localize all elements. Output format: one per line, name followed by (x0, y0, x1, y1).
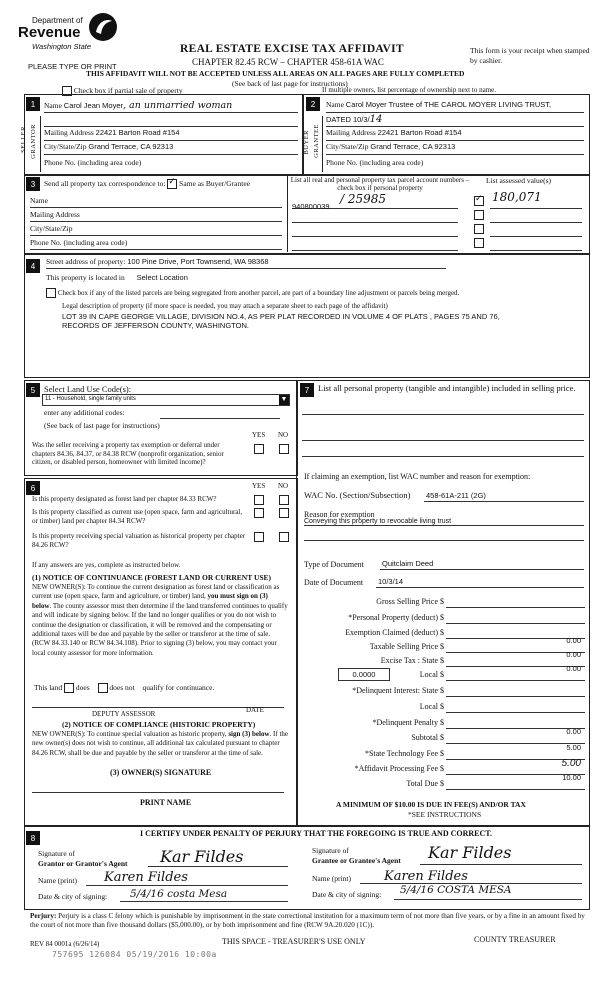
please-type-label: PLEASE TYPE OR PRINT (28, 62, 117, 71)
s6-no-header: NO (278, 482, 289, 490)
s6-q2: Is this property classified as current use (open space, farm and agricultural, or timber) land per chapter 84.34 RCW? (32, 508, 243, 525)
owners-signature-label: (3) OWNER(S) SIGNATURE (110, 768, 212, 777)
county-treasurer-label: COUNTY TREASURER (474, 935, 556, 944)
dor-logo-dept: Department of (32, 16, 83, 25)
grantee-side-label: GRANTEE (313, 124, 320, 158)
fee-delinquent-interest-local[interactable]: Local $ (300, 702, 585, 714)
grantee-date-city-handwritten: 5/4/16 COSTA MESA (400, 884, 512, 896)
personal-property-checkbox-3[interactable] (474, 224, 484, 234)
grantee-name-handwritten: Karen Fildes (384, 869, 468, 884)
check-mark-icon: ✓ (168, 176, 176, 187)
personal-property-label: List all personal property (tangible and intangible) included in selling price. (318, 383, 576, 393)
personal-property-checkbox-4[interactable] (474, 238, 484, 248)
s6-q3: Is this property receiving special valuation as historical property per chapter 84.26 RCW? (32, 532, 246, 549)
section-8-number: 8 (26, 831, 40, 845)
reason-label: Reason for exemption (304, 510, 375, 519)
see-back-instructions: (See back of last page for instructions) (232, 79, 348, 88)
multiple-owners-note: If multiple owners, list percentage of ownership next to name. (322, 86, 496, 94)
parcel-value-handwritten: / 25985 (340, 192, 387, 206)
fee-delinquent-penalty[interactable]: *Delinquent Penalty $ (300, 718, 585, 730)
dor-logo (14, 10, 124, 58)
buyer-dated-value: DATED 10/3/ (326, 115, 370, 124)
assessed-value-handwritten: 180,071 (492, 190, 542, 204)
wac-value: 458-61A-211 (2G) (426, 491, 486, 500)
dor-emblem-icon (88, 12, 118, 42)
buyer-mailing-value: 22421 Barton Road #154 (377, 128, 462, 137)
land-use-label: Select Land Use Code(s): (44, 384, 132, 394)
section-5-number: 5 (26, 383, 40, 397)
fee-taxable-selling-price[interactable]: Taxable Selling Price $ 0.00 (300, 642, 585, 654)
section-1-number: 1 (26, 97, 40, 111)
assessed-row-1[interactable] (490, 190, 582, 209)
grantee-signature-line[interactable] (420, 864, 582, 865)
personal-property-checkbox-2[interactable] (474, 210, 484, 220)
partial-sale-label: Check box if partial sale of property (73, 86, 183, 95)
section-7-number: 7 (300, 383, 314, 397)
s3-city-row[interactable]: City/State/Zip (30, 224, 282, 236)
grantee-signature-handwritten: Kar Fildes (428, 843, 512, 862)
parcel-row-2[interactable] (292, 210, 458, 223)
claiming-exemption-label: If claiming an exemption, list WAC number and reason for exemption: (304, 472, 531, 481)
assessed-row-4[interactable] (490, 238, 582, 251)
s5-exemption-no[interactable] (279, 444, 289, 454)
s6-q1-no[interactable] (279, 495, 289, 505)
located-in-row: This property is located in Select Location (46, 273, 188, 282)
dor-logo-revenue: Revenue (18, 24, 81, 41)
notice-continuance-body: NEW OWNER(S): To continue the current designation as forest land or classification as current use (open space, farm and agriculture, or timber) land, you must sign on (3) below. The county assessor must then determine if the land transferred continues to qualify and will indicate by signing below. If the land no longer qualifies or you do not wish to continue the designation or classification, it will be removed and the compensating or additional taxes will be due and payable by the seller or transferor at the time of sale. (RCW 84.33.140 or RCW 84.34.108). Prior to signing (3) below, you may contact your local county assessor for more information. (32, 583, 288, 657)
form-warning: THIS AFFIDAVIT WILL NOT BE ACCEPTED UNLESS ALL AREAS ON ALL PAGES ARE FULLY COMPLETED (86, 69, 465, 78)
grantor-date-city-handwritten: 5/4/16 costa Mesa (130, 888, 228, 900)
doc-date-value: 10/3/14 (378, 577, 404, 586)
buyer-mailing-row[interactable]: Mailing Address 22421 Barton Road #154 (326, 128, 584, 141)
buyer-side-label: BUYER (303, 130, 310, 155)
seller-city-value: Grand Terrace, CA 92313 (88, 142, 174, 151)
receipt-note: This form is your receipt when stamped by cashier. (470, 46, 590, 65)
treasurer-space-label: THIS SPACE - TREASURER'S USE ONLY (222, 937, 366, 946)
grantor-signature-label: Signature of Grantor or Grantor's Agent (38, 849, 128, 868)
perjury-statement: Perjury: Perjury is a class C felony which is punishable by imprisonment in the state correctional institution for a maximum term of not more than five years, or by a fine in an amount fixed by the court of not more than five thousand dollars ($5,000.00), or by both imprisonment and fine (RCW 9A.20.020 (1C)). (30, 912, 585, 929)
buyer-phone-row[interactable]: Phone No. (including area code) (326, 158, 424, 167)
land-use-select-value: 11 - Household, single family units (45, 396, 136, 402)
seller-phone-row[interactable]: Phone No. (including area code) (44, 158, 142, 167)
assessed-header: List assessed value(s) (486, 176, 551, 185)
fee-affidavit-processing[interactable]: *Affidavit Processing Fee $ 5.00 (300, 764, 585, 776)
land-use-select[interactable] (42, 394, 290, 406)
fee-delinquent-interest-state[interactable]: *Delinquent Interest: State $ (300, 686, 585, 698)
form-title: REAL ESTATE EXCISE TAX AFFIDAVIT (180, 43, 404, 55)
grantee-signature-label: Signature of Grantee or Grantee's Agent (312, 846, 401, 865)
local-rate-box[interactable]: 0.0000 (338, 668, 390, 681)
assessed-row-3[interactable] (490, 224, 582, 237)
personal-property-line-2[interactable] (302, 440, 584, 441)
reason-line-2[interactable] (304, 540, 584, 541)
land-does-not-checkbox[interactable] (98, 683, 108, 693)
s3-parcel-divider (287, 174, 288, 252)
parcel-row-1[interactable] (292, 192, 458, 211)
located-in-select[interactable]: Select Location (136, 273, 188, 282)
personal-property-checkbox-1[interactable] (474, 193, 484, 206)
personal-property-line-1[interactable] (302, 414, 584, 415)
additional-codes-line (160, 408, 280, 419)
buyer-dated-row (326, 114, 584, 127)
doc-date-line (376, 577, 584, 588)
parcel-value-typed: 940800039 (292, 202, 330, 211)
s3-mail-row[interactable]: Mailing Address (30, 210, 282, 222)
street-address-row[interactable]: Street address of property: 100 Pine Drive, Port Townsend, WA 98368 (46, 257, 446, 269)
send-correspondence-row: Send all property tax correspondence to: ✓ Same as Buyer/Grantee (44, 176, 250, 188)
s5-see-back: (See back of last page for instructions) (44, 421, 160, 430)
section-3-number: 3 (26, 177, 40, 191)
additional-codes-row[interactable]: enter any additional codes: (44, 408, 280, 419)
seller-city-row[interactable]: City/State/Zip Grand Terrace, CA 92313 (44, 142, 298, 155)
owners-signature-line[interactable] (32, 792, 284, 793)
s3-name-row[interactable]: Name (30, 196, 282, 208)
s6-q1: Is this property designated as forest land per chapter 84.33 RCW? (32, 495, 217, 503)
fee-exemption-claimed[interactable]: Exemption Claimed (deduct) $ (300, 628, 585, 640)
s6-yes-header: YES (252, 482, 266, 490)
street-address-value: 100 Pine Drive, Port Townsend, WA 98368 (127, 257, 269, 266)
seller-side-label: SELLER (20, 126, 27, 153)
s5-exemption-question: Was the seller receiving a property tax exemption or deferral under chapters 84.36, 84.37, or 84.38 RCW (nonprofit organization, senior citizen, or disabled person, homeowner with limited income)? (32, 441, 224, 466)
minimum-fee-note: A MINIMUM OF $10.00 IS DUE IN FEE(S) AND/OR TAX (336, 800, 526, 809)
fee-excise-local[interactable]: 0.0000 Local $ 0.00 (300, 670, 585, 682)
segregated-row: Check box if any of the listed parcels are being segregated from another parcel, are part of a boundary line adjustment or parcels being merged. (46, 288, 586, 298)
doc-type-row[interactable]: Type of Document Quitclaim Deed (304, 559, 584, 571)
s3-phone-row[interactable]: Phone No. (including area code) (30, 238, 282, 250)
notice-compliance-body: NEW OWNER(S): To continue special valuation as historic property, sign (3) below. If the new owner(s) does not wish to continue, all additional tax calculated pursuant to chapter 84.26 RCW, shall be due and payable by the seller or transferor at the time of sale. (32, 730, 289, 757)
s5-yes-header: YES (252, 431, 266, 439)
seller-name-row[interactable]: Name Carol Jean Moyer, an unmarried woman (44, 100, 298, 113)
grantor-name-handwritten: Karen Fildes (104, 870, 188, 885)
parcel-row-3[interactable] (292, 224, 458, 237)
notice-continuance-title: (1) NOTICE OF CONTINUANCE (FOREST LAND OR CURRENT USE) (32, 573, 272, 582)
seller-mailing-value: 22421 Barton Road #154 (95, 128, 180, 137)
legal-description-value[interactable]: LOT 39 IN CAPE GEORGE VILLAGE, DIVISION NO.4, AS PER PLAT RECORDED IN VOLUME 4 OF PLATS , PAGES 75 AND 76, RECORDS OF JEFFERSON COUNTY, WASHINGTON. (62, 312, 500, 330)
grantee-date-city-label: Date & city of signing: (312, 890, 382, 899)
legal-description-label: Legal description of property (if more space is needed, you may attach a separate sheet to each page of the affidavit) (62, 302, 388, 310)
section-2-number: 2 (306, 97, 320, 111)
grantee-date-city-line[interactable] (394, 899, 582, 900)
segregated-checkbox[interactable] (46, 288, 56, 298)
s5-exemption-yes[interactable] (254, 444, 264, 454)
fee-state-technology[interactable]: *State Technology Fee $ 5.00 (300, 749, 585, 761)
land-does-checkbox[interactable] (64, 683, 74, 693)
chevron-down-icon: ▼ (280, 396, 288, 403)
form-subtitle: CHAPTER 82.45 RCW – CHAPTER 458-61A WAC (192, 57, 384, 67)
parcel-row-4[interactable] (292, 238, 458, 251)
doc-date-row[interactable]: Date of Document 10/3/14 (304, 577, 584, 589)
fee-gross-selling-price[interactable]: Gross Selling Price $ (300, 597, 585, 609)
this-land-row: This land does does not qualify for continuance. (34, 683, 215, 692)
s6-q1-yes[interactable] (254, 495, 264, 505)
same-as-buyer-checkbox[interactable] (167, 176, 177, 189)
parcel-header: List all real and personal property tax parcel account numbers – check box if personal property (290, 176, 470, 192)
reason-value[interactable]: Conveying this property to revocable living trust (304, 518, 584, 526)
buyer-name-row[interactable]: Name Carol Moyer Trustee of THE CAROL MOYER LIVING TRUST, (326, 100, 584, 113)
see-instructions-note: *SEE INSTRUCTIONS (408, 810, 482, 819)
rev-code: REV 84 0001a (6/26/14) (30, 940, 100, 948)
buyer-dated-handwritten: 14 (369, 114, 383, 125)
s6-q3-yes[interactable] (254, 532, 264, 542)
buyer-name-value: Carol Moyer Trustee of THE CAROL MOYER LIVING TRUST, (345, 100, 552, 109)
grantor-date-city-label: Date & city of signing: (38, 892, 108, 901)
seller-name-line2 (44, 114, 298, 127)
grantor-name-label: Name (print) (38, 876, 77, 885)
section-6-number: 6 (26, 481, 40, 495)
personal-property-line-3[interactable] (302, 456, 584, 457)
print-name-label: PRINT NAME (140, 798, 192, 807)
doc-type-value: Quitclaim Deed (382, 559, 434, 568)
deputy-assessor-label: DEPUTY ASSESSOR (92, 710, 156, 718)
seller-name-handwritten: , an unmarried woman (123, 100, 233, 111)
grantor-date-city-line[interactable] (120, 901, 288, 902)
s6-if-yes: If any answers are yes, complete as instructed below. (32, 561, 181, 569)
s6-q2-yes[interactable] (254, 508, 264, 518)
dor-logo-state: Washington State (32, 42, 92, 51)
seller-name-value: Carol Jean Moyer (63, 101, 123, 110)
section-4-number: 4 (26, 259, 40, 273)
s6-q2-no[interactable] (279, 508, 289, 518)
seller-mailing-row[interactable]: Mailing Address 22421 Barton Road #154 (44, 128, 298, 141)
grantor-signature-line[interactable] (148, 866, 288, 867)
fee-total-due[interactable]: Total Due $ 10.00 (300, 779, 585, 791)
buyer-divider (322, 116, 323, 172)
check-mark-icon: ✓ (475, 193, 483, 203)
s5-no-header: NO (278, 431, 289, 439)
wac-row[interactable]: WAC No. (Section/Subsection) 458-61A-211 (2G) (304, 490, 584, 502)
certify-statement: I CERTIFY UNDER PENALTY OF PERJURY THAT THE FOREGOING IS TRUE AND CORRECT. (140, 829, 493, 838)
recording-stamp: 757695 126084 05/19/2016 10:00a (52, 950, 217, 959)
assessed-row-2[interactable] (490, 210, 582, 223)
fee-subtotal[interactable]: Subtotal $ 0.00 (300, 733, 585, 745)
fee-excise-state[interactable]: Excise Tax : State $ 0.00 (300, 656, 585, 668)
seller-divider (40, 116, 41, 172)
fee-personal-property[interactable]: *Personal Property (deduct) $ (300, 613, 585, 625)
notice-compliance-title: (2) NOTICE OF COMPLIANCE (HISTORIC PROPERTY) (62, 720, 256, 729)
buyer-city-row[interactable]: City/State/Zip Grand Terrace, CA 92313 (326, 142, 584, 155)
grantor-side-label: GRANTOR (30, 124, 37, 159)
grantor-name-line[interactable] (86, 885, 288, 886)
deputy-date-label: DATE (246, 706, 264, 714)
grantor-signature-handwritten: Kar Fildes (160, 847, 244, 866)
s6-q3-no[interactable] (279, 532, 289, 542)
buyer-city-value: Grand Terrace, CA 92313 (370, 142, 456, 151)
grantee-name-label: Name (print) (312, 874, 351, 883)
